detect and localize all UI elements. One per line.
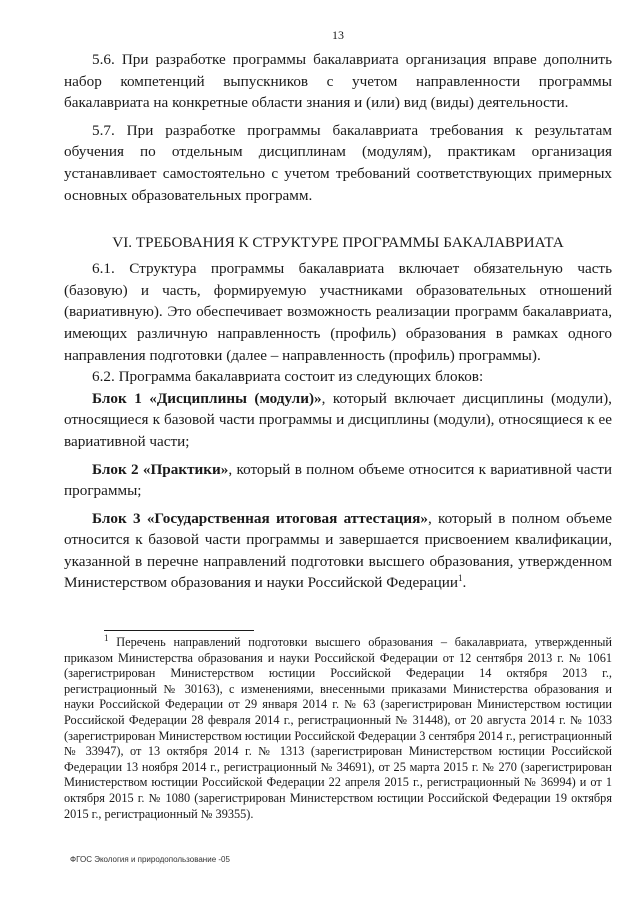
block-3-paragraph bbox=[64, 508, 612, 594]
block-2-paragraph bbox=[64, 459, 612, 502]
section-title: VI. ТРЕБОВАНИЯ К СТРУКТУРЕ ПРОГРАММЫ БАКАЛАВРИАТА bbox=[112, 234, 564, 252]
block-2-title: Блок 2 «Практики» bbox=[92, 460, 229, 478]
footnote-reference[interactable]: 1 bbox=[457, 573, 463, 584]
page-number: 13 bbox=[332, 28, 344, 42]
footnote-divider bbox=[104, 630, 254, 631]
footnote bbox=[64, 632, 612, 822]
block-1-paragraph bbox=[64, 388, 612, 453]
block-3-title: Блок 3 «Государственная итоговая аттестация» bbox=[92, 509, 428, 527]
block-3-end: . bbox=[462, 574, 467, 592]
paragraph-6-1: 6.1. Структура программы бакалавриата включает обязательную часть (базовую) и часть, формируемую участниками образовательных отношений (вариативную). Это обеспечивает возможность реализации программ бакалавриата, имеющих различную направленность (профиль) образования в рамках одного направления подготовки (далее – направленность (профиль) программы). bbox=[64, 260, 612, 364]
block-1-text: , который включает дисциплины (модули), относящиеся к базовой части программы и дисциплины (модули), относящиеся к ее вариативной части; bbox=[64, 389, 612, 450]
block-1-title: Блок 1 «Дисциплины (модули)» bbox=[92, 389, 322, 407]
block-2-text: , который в полном объеме относится к вариативной части программы; bbox=[64, 460, 612, 500]
page-footer: ФГОС Экология и природопользование -05 bbox=[70, 855, 230, 864]
block-3-text: , который в полном объеме относится к базовой части программы и завершается присвоением квалификации, указанной в перечне направлений подготовки высшего образования, утвержденном Министерством образования и науки Российской Федерации bbox=[64, 509, 612, 592]
footnote-marker: 1 bbox=[104, 632, 109, 643]
paragraph-6-2: 6.2. Программа бакалавриата состоит из следующих блоков: bbox=[92, 368, 484, 386]
paragraph-5-6: 5.6. При разработке программы бакалавриата организация вправе дополнить набор компетенций выпускников с учетом направленности программы бакалавриата на конкретные области знания и (или) вид (виды) деятельности. bbox=[64, 51, 612, 112]
paragraph-5-7: 5.7. При разработке программы бакалавриата требования к результатам обучения по отдельным дисциплинам (модулям), практикам организация устанавливает самостоятельно с учетом требований соответствующих примерных основных образовательных программ. bbox=[64, 121, 612, 204]
footnote-text: Перечень направлений подготовки высшего образования – бакалавриата, утвержденный приказом Министерства образования и науки Российской Федерации от 12 сентября 2013 г. № 1061 (зарегистрирован Министерством юстиции Российской Федерации 14 октября 2013 г., регистрационный № 30163), с изменениями, внесенными приказами Министерства образования и науки Российской Федерации от 29 января 2014 г. № 63 (зарегистрирован Министерством юстиции Российской Федерации 28 февраля 2014 г., регистрационный № 31448), от 20 августа 2014 г. № 1033 (зарегистрирован Министерством юстиции Российской Федерации 3 сентября 2014 г., регистрационный № 33947), от 13 октября 2014 г. № 1313 (зарегистрирован Министерством юстиции Российской Федерации 13 ноября 2014 г., регистрационный № 34691), от 25 марта 2015 г. № 270 (зарегистрирован Министерством юстиции Российской Федерации 22 апреля 2015 г., регистрационный № 36994) и от 1 октября 2015 г. № 1080 (зарегистрирован Министерством юстиции Российской Федерации 19 октября 2015 г., регистрационный № 39355). bbox=[64, 635, 612, 821]
